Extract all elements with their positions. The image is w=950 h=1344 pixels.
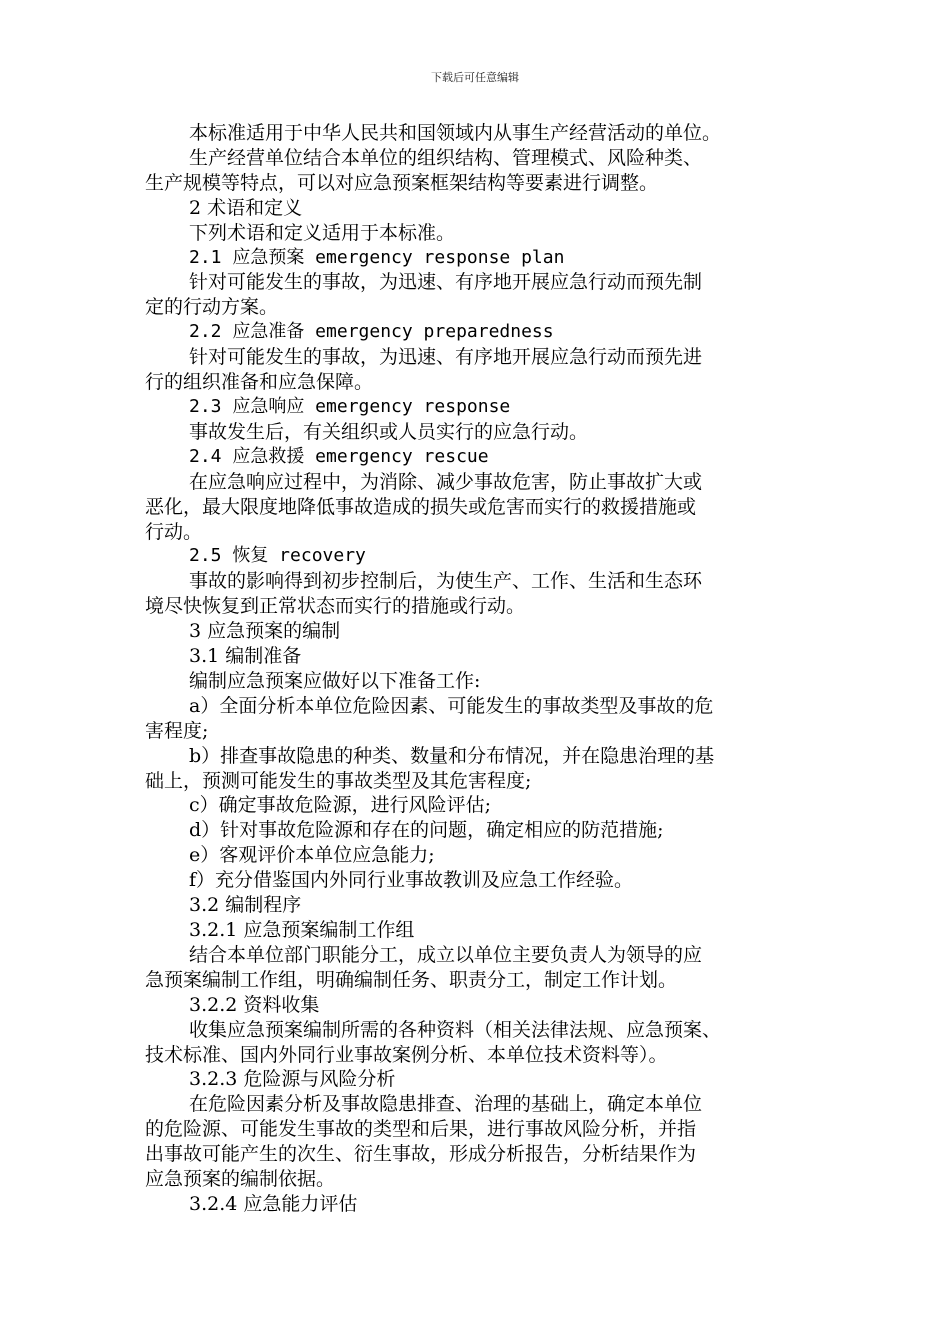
list-item: 害程度; xyxy=(145,719,209,742)
body-paragraph: 技术标准、国内外同行业事故案例分析、本单位技术资料等）。 xyxy=(145,1043,668,1066)
page-header: 下载后可任意编辑 xyxy=(431,71,519,84)
body-paragraph: 生产规模等特点，可以对应急预案框架结构等要素进行调整。 xyxy=(145,171,659,194)
term-heading: 2.3 应急响应 emergency response xyxy=(189,395,511,417)
body-paragraph: 事故的影响得到初步控制后，为使生产、工作、生活和生态环 xyxy=(189,570,703,593)
body-paragraph: 本标准适用于中华人民共和国领域内从事生产经营活动的单位。 xyxy=(189,122,722,144)
subsection-heading: 3.1 编制准备 xyxy=(189,645,302,668)
list-item: e）客观评价本单位应急能力; xyxy=(189,844,435,867)
subsection-heading: 3.2.4 应急能力评估 xyxy=(189,1192,358,1215)
body-paragraph: 在应急响应过程中，为消除、减少事故危害，防止事故扩大或 xyxy=(189,470,703,493)
body-paragraph: 在危险因素分析及事故隐患排查、治理的基础上，确定本单位 xyxy=(189,1093,703,1116)
subsection-heading: 3.2.3 危险源与风险分析 xyxy=(189,1068,396,1091)
body-paragraph: 出事故可能产生的次生、衍生事故，形成分析报告，分析结果作为 xyxy=(145,1143,697,1166)
subsection-heading: 3.2.2 资料收集 xyxy=(189,993,320,1016)
body-paragraph: 境尽快恢复到正常状态而实行的措施或行动。 xyxy=(145,595,526,618)
list-item: f）充分借鉴国内外同行业事故教训及应急工作经验。 xyxy=(189,869,634,892)
body-paragraph: 恶化，最大限度地降低事故造成的损失或危害而实行的救援措施或 xyxy=(145,495,697,518)
body-paragraph: 下列术语和定义适用于本标准。 xyxy=(189,221,456,244)
term-heading: 2.4 应急救援 emergency rescue xyxy=(189,445,489,467)
term-heading: 2.2 应急准备 emergency preparedness xyxy=(189,321,554,343)
section-heading: 3 应急预案的编制 xyxy=(189,620,341,643)
body-paragraph: 的危险源、可能发生事故的类型和后果，进行事故风险分析，并指 xyxy=(145,1118,697,1141)
list-item: a）全面分析本单位危险因素、可能发生的事故类型及事故的危 xyxy=(189,694,714,717)
list-item: d）针对事故危险源和存在的问题，确定相应的防范措施; xyxy=(189,819,664,842)
document-body xyxy=(145,121,835,1217)
body-paragraph: 急预案编制工作组，明确编制任务、职责分工，制定工作计划。 xyxy=(145,968,678,991)
body-paragraph: 行的组织准备和应急保障。 xyxy=(145,371,374,394)
body-paragraph: 收集应急预案编制所需的各种资料（相关法律法规、应急预案、 xyxy=(189,1018,722,1041)
term-heading: 2.1 应急预案 emergency response plan xyxy=(189,246,565,268)
body-paragraph: 生产经营单位结合本单位的组织结构、管理模式、风险种类、 xyxy=(189,146,703,169)
body-paragraph: 事故发生后，有关组织或人员实行的应急行动。 xyxy=(189,420,589,443)
body-paragraph: 行动。 xyxy=(145,520,203,543)
body-paragraph: 针对可能发生的事故，为迅速、有序地开展应急行动而预先进 xyxy=(189,346,703,369)
list-item: b）排查事故隐患的种类、数量和分布情况，并在隐患治理的基 xyxy=(189,744,715,767)
body-paragraph: 编制应急预案应做好以下准备工作: xyxy=(189,669,481,692)
term-heading: 2.5 恢复 recovery xyxy=(189,545,366,567)
body-paragraph: 定的行动方案。 xyxy=(145,296,279,319)
subsection-heading: 3.2.1 应急预案编制工作组 xyxy=(189,919,415,941)
body-paragraph: 应急预案的编制依据。 xyxy=(145,1168,336,1191)
list-item: 础上，预测可能发生的事故类型及其危害程度; xyxy=(145,769,532,792)
body-paragraph: 结合本单位部门职能分工，成立以单位主要负责人为领导的应 xyxy=(189,943,703,966)
list-item: c）确定事故危险源，进行风险评估; xyxy=(189,794,492,817)
body-paragraph: 针对可能发生的事故，为迅速、有序地开展应急行动而预先制 xyxy=(189,271,703,294)
subsection-heading: 3.2 编制程序 xyxy=(189,894,302,917)
section-heading: 2 术语和定义 xyxy=(189,196,303,219)
